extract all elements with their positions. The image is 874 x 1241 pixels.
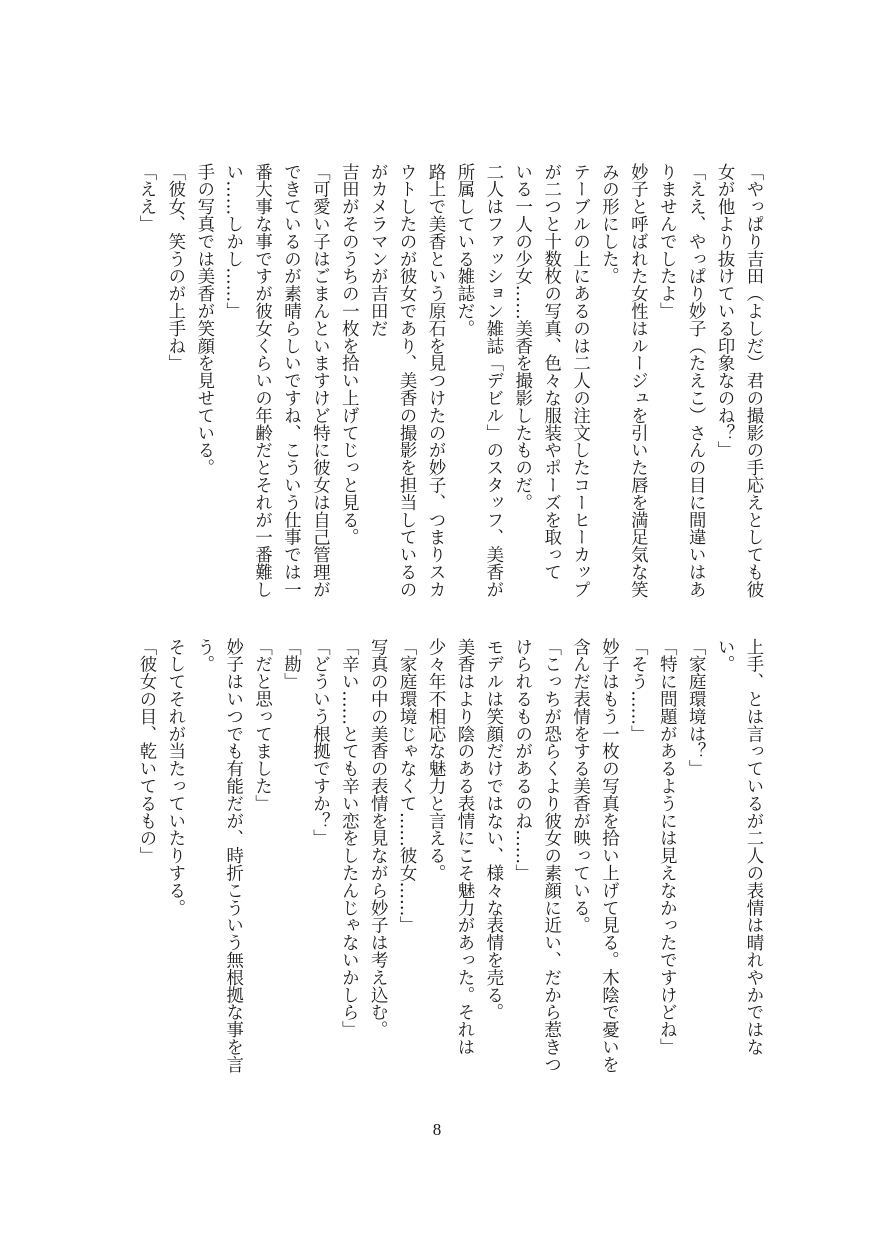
- text-column: 含んだ表情をする美香が映っている。: [569, 638, 590, 934]
- text-column: 妙子と呼ばれた女性はルージュを引いた唇を満足気な笑: [627, 163, 648, 598]
- text-column: 「やっぱり吉田（よしだ）君の撮影の手応えとしても彼: [743, 163, 763, 598]
- text-column: 女が他より抜けている印象なのね？」: [714, 163, 735, 459]
- text-column: いる一人の少女……美香を撮影したものだ。: [511, 163, 532, 511]
- text-column: 「だと思ってました」: [251, 638, 272, 812]
- text-column: りませんでしたよ」: [656, 163, 677, 320]
- text-column: 「こっちが恐らくより彼女の素顔に近い、だから惹きつ: [540, 638, 561, 1073]
- text-column: 番大事な事ですが彼女くらいの年齢だとそれが一番難し: [251, 163, 272, 598]
- text-column: 「特に問題があるようには見えなかったですけどね」: [656, 638, 677, 1056]
- text-column: 「ええ、やっぱり妙子（たえこ）さんの目に間違いはあ: [685, 163, 706, 598]
- text-column: モデルは笑顔だけではない、様々な表情を売る。: [482, 638, 503, 1021]
- text-column: 吉田がそのうちの一枚を拾い上げてじっと見る。: [338, 163, 359, 546]
- text-column: 「辛い……とても辛い恋をしたんじゃないかしら」: [338, 638, 359, 1039]
- text-column: できているのが素晴らしいですね、こういう仕事では一: [280, 163, 301, 598]
- text-column: 二人はファッション雑誌「デビル」のスタッフ、美香が: [482, 163, 503, 598]
- text-column: 「家庭環境は？」: [685, 638, 706, 778]
- text-column: 「彼女の目、乾いてるもの」: [135, 638, 156, 865]
- text-column: 「可愛い子はごまんといますけど特に彼女は自己管理が: [309, 163, 330, 598]
- text-column: 写真の中の美香の表情を見ながら妙子は考え込む。: [367, 638, 388, 1039]
- text-column: 手の写真では美香が笑顔を見せている。: [193, 163, 214, 477]
- text-column: 妙子はもう一枚の写真を拾い上げて見る。木陰で憂いを: [598, 638, 619, 1073]
- text-column: がカメラマンが吉田だ: [367, 163, 388, 337]
- text-column: 妙子はいつでも有能だが、時折こういう無根拠な事を言: [222, 638, 243, 1073]
- text-column: そしてそれが当たっていたりする。: [164, 638, 185, 917]
- text-column: 路上で美香という原石を見つけたのが妙子、つまりスカ: [425, 163, 446, 598]
- text-column: 上手、とは言っているが二人の表情は晴れやかではな: [743, 638, 763, 1056]
- text-block-upper: [131, 163, 767, 603]
- text-column: 「家庭環境じゃなくて……彼女……」: [396, 638, 417, 934]
- text-column: 「彼女、笑うのが上手ね」: [164, 163, 185, 372]
- text-column: 所属している雑誌だ。: [453, 163, 474, 337]
- text-column: 「ええ」: [135, 163, 156, 233]
- text-column: テーブルの上にあるのは二人の注文したコーヒーカップ: [569, 163, 590, 598]
- text-column: 「そう……」: [627, 638, 648, 743]
- text-column: 美香はより陰のある表情にこそ魅力があった。それは: [453, 638, 474, 1056]
- text-column: けられるものがあるのね……」: [511, 638, 532, 882]
- text-column: みの形にした。: [598, 163, 619, 285]
- text-column: う。: [193, 638, 214, 673]
- text-column: い。: [714, 638, 735, 673]
- text-column: ウトしたのが彼女であり、美香の撮影を担当しているの: [396, 163, 417, 598]
- text-column: 「どういう根拠ですか？」: [309, 638, 330, 847]
- text-column: い……しかし……」: [222, 163, 243, 320]
- text-block-lower: [131, 638, 767, 1078]
- text-column: が二つと十数枚の写真、色々な服装やポーズを取って: [540, 163, 561, 581]
- page-number: 8: [432, 1120, 442, 1139]
- text-column: 少々年不相応な魅力と言える。: [425, 638, 446, 882]
- text-column: 「勘」: [280, 638, 301, 691]
